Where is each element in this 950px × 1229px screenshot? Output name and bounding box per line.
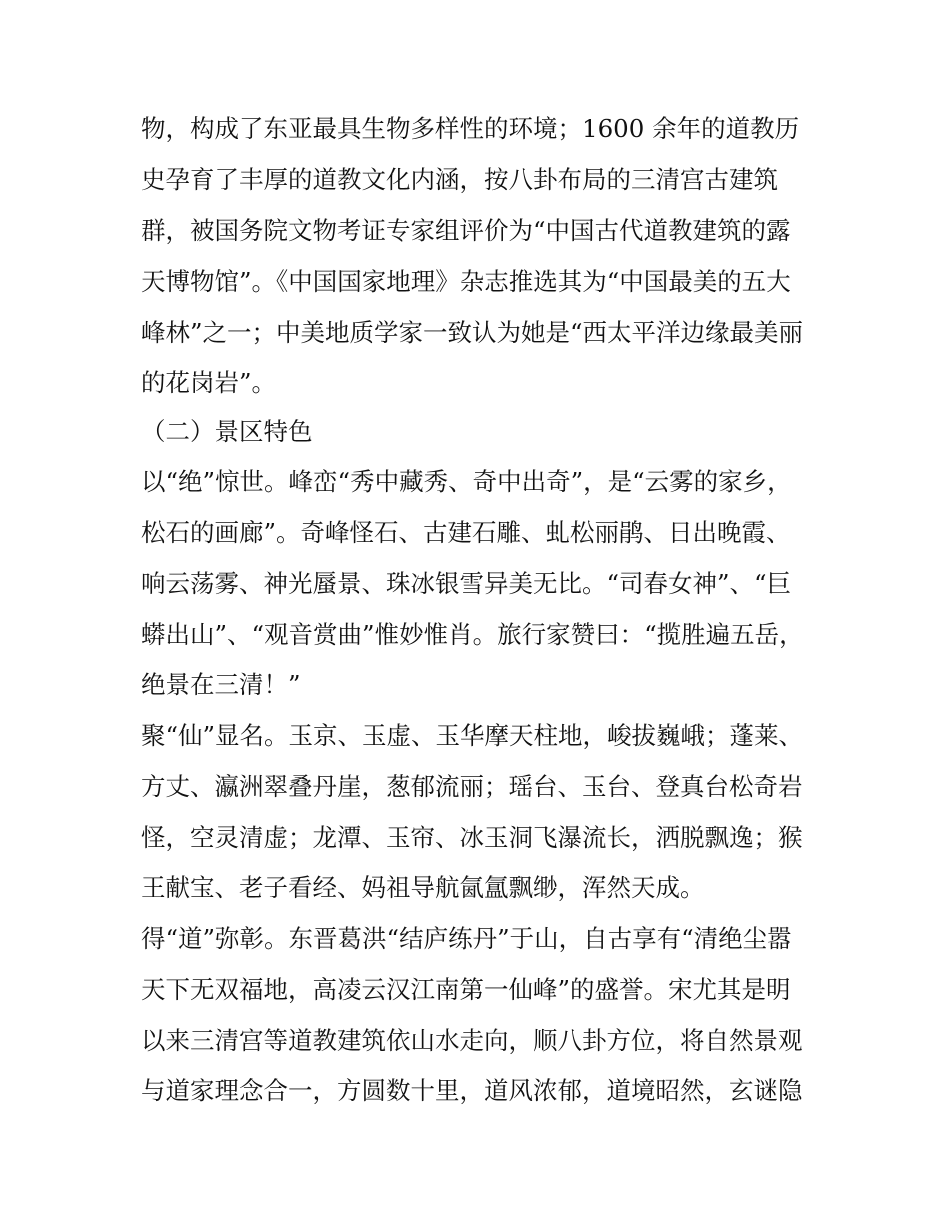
section-heading: （二）景区特色 (141, 417, 313, 446)
text-line: 松石的画廊”。奇峰怪石、古建石雕、虬松丽鹃、日出晚霞、 (141, 518, 791, 547)
text-line: 得“道”弥彰。东晋葛洪“结庐练丹”于山，自古享有“清绝尘嚣 (141, 924, 792, 953)
text-line: 物，构成了东亚最具生物多样性的环境；1600 余年的道教历 (141, 114, 800, 143)
text-line: 天下无双福地，高凌云汉江南第一仙峰”的盛誉。宋尤其是明 (141, 975, 791, 1004)
text-line: 与道家理念合一，方圆数十里，道风浓郁，道境昭然，玄谜隐 (141, 1076, 803, 1105)
text-line: 群，被国务院文物考证专家组评价为“中国古代道教建筑的露 (141, 216, 791, 245)
text-line: 天博物馆”。《中国国家地理》杂志推选其为“中国最美的五大 (141, 267, 791, 296)
text-line: 怪，空灵清虚；龙潭、玉帘、冰玉洞飞瀑流长，洒脱飘逸；猴 (141, 823, 803, 852)
text-line: 以来三清宫等道教建筑依山水走向，顺八卦方位，将自然景观 (141, 1026, 803, 1055)
text-line: 的花岗岩”。 (141, 368, 277, 397)
text-line: 聚“仙”显名。玉京、玉虚、玉华摩天柱地，峻拔巍峨；蓬莱、 (141, 721, 804, 750)
text-line: 史孕育了丰厚的道教文化内涵，按八卦布局的三清宫古建筑 (141, 165, 778, 194)
text-line: 峰林”之一；中美地质学家一致认为她是“西太平洋边缘最美丽 (141, 318, 804, 347)
text-line: 王献宝、老子看经、妈祖导航氤氲飘缈，浑然天成。 (141, 873, 705, 902)
text-line: 以“绝”惊世。峰峦“秀中藏秀、奇中出奇”，是“云雾的家乡， (141, 467, 792, 496)
text-line: 蟒出山”、“观音赏曲”惟妙惟肖。旅行家赞曰：“揽胜遍五岳， (141, 620, 804, 649)
text-line: 方丈、瀛洲翠叠丹崖，葱郁流丽；瑶台、玉台、登真台松奇岩 (141, 772, 803, 801)
text-line: 绝景在三清！” (141, 670, 301, 699)
text-line: 响云荡雾、神光蜃景、珠冰银雪异美无比。“司春女神”、“巨 (141, 569, 792, 598)
